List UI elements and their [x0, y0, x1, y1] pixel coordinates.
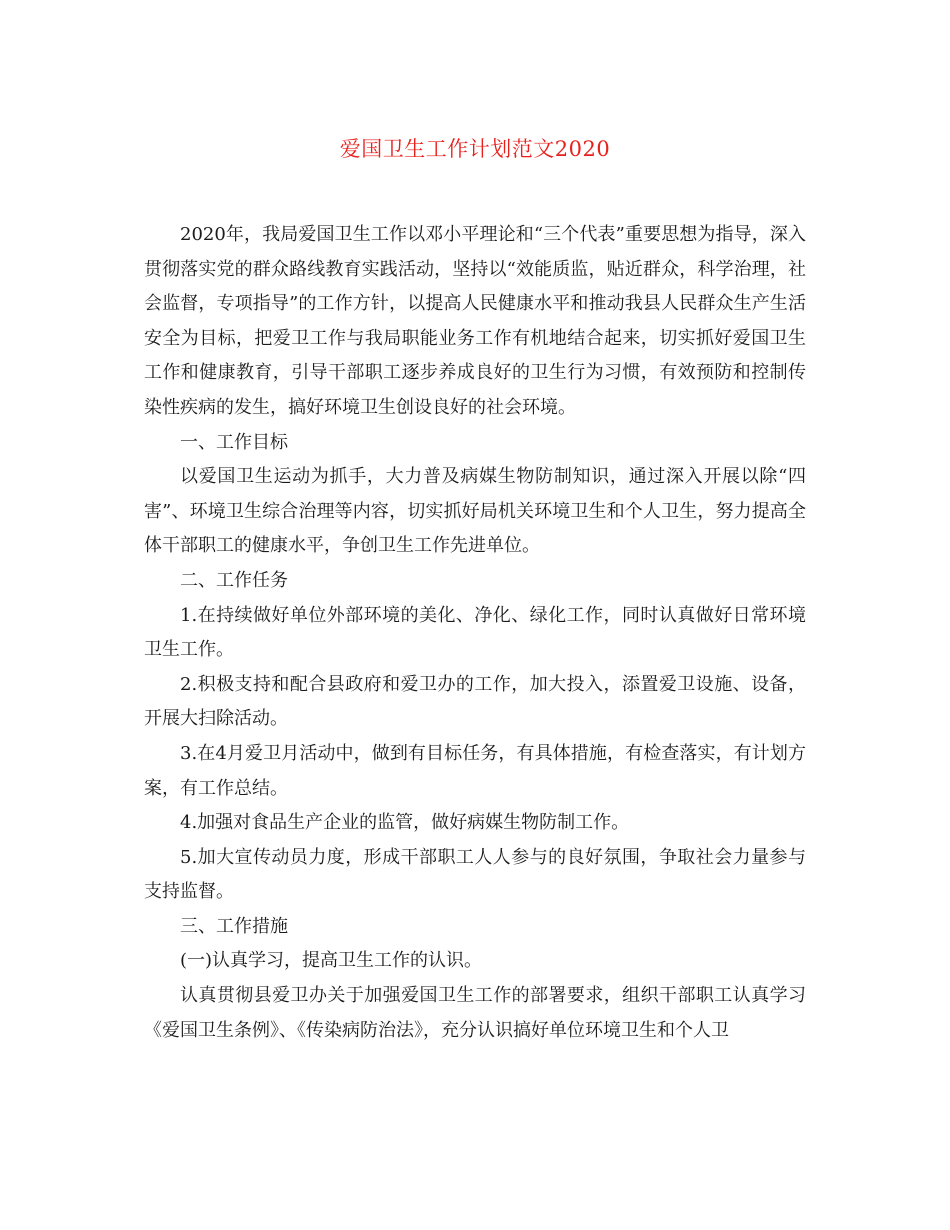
- section-heading-goals: 一、工作目标: [180, 431, 288, 453]
- section-heading-tasks: 二、工作任务: [180, 569, 288, 591]
- task-item-2: 2.积极支持和配合县政府和爱卫办的工作，加大投入，添置爱卫设施、设备，开展大扫除活动。: [144, 673, 806, 730]
- intro-paragraph: 2020年，我局爱国卫生工作以邓小平理论和“三个代表”重要思想为指导，深入贯彻落实党的群众路线教育实践活动，坚持以“效能质监，贴近群众，科学治理，社会监督，专项指导”的工作方针，以提高人民健康水平和推动我县人民群众生产生活安全为目标，把爱卫工作与我局职能业务工作有机地结合起来，切实抓好爱国卫生工作和健康教育，引导干部职工逐步养成良好的卫生行为习惯，有效预防和控制传染性疾病的发生，搞好环境卫生创设良好的社会环境。: [144, 224, 806, 418]
- study-paragraph: 认真贯彻县爱卫办关于加强爱国卫生工作的部署要求，组织干部职工认真学习《爱国卫生条例》、《传染病防治法》，充分认识搞好单位环境卫生和个人卫: [144, 985, 806, 1041]
- subsection-heading-study: (一)认真学习，提高卫生工作的认识。: [180, 950, 483, 972]
- task-item-1: 1.在持续做好单位外部环境的美化、净化、绿化工作，同时认真做好日常环境卫生工作。: [144, 604, 806, 661]
- task-item-3: 3.在4月爱卫月活动中，做到有目标任务，有具体措施，有检查落实，有计划方案，有工作总结。: [144, 742, 806, 799]
- task-item-5: 5.加大宣传动员力度，形成干部职工人人参与的良好氛围，争取社会力量参与支持监督。: [144, 846, 806, 903]
- goals-paragraph: 以爱国卫生运动为抓手，大力普及病媒生物防制知识，通过深入开展以除“四害”、环境卫生综合治理等内容，切实抓好局机关环境卫生和个人卫生，努力提高全体干部职工的健康水平，争创卫生工作先进单位。: [144, 466, 806, 557]
- task-item-4: 4.加强对食品生产企业的监管，做好病媒生物防制工作。: [180, 812, 630, 834]
- section-heading-measures: 三、工作措施: [180, 915, 288, 937]
- document-body: [144, 218, 806, 1048]
- document-title: 爱国卫生工作计划范文2020: [339, 137, 611, 161]
